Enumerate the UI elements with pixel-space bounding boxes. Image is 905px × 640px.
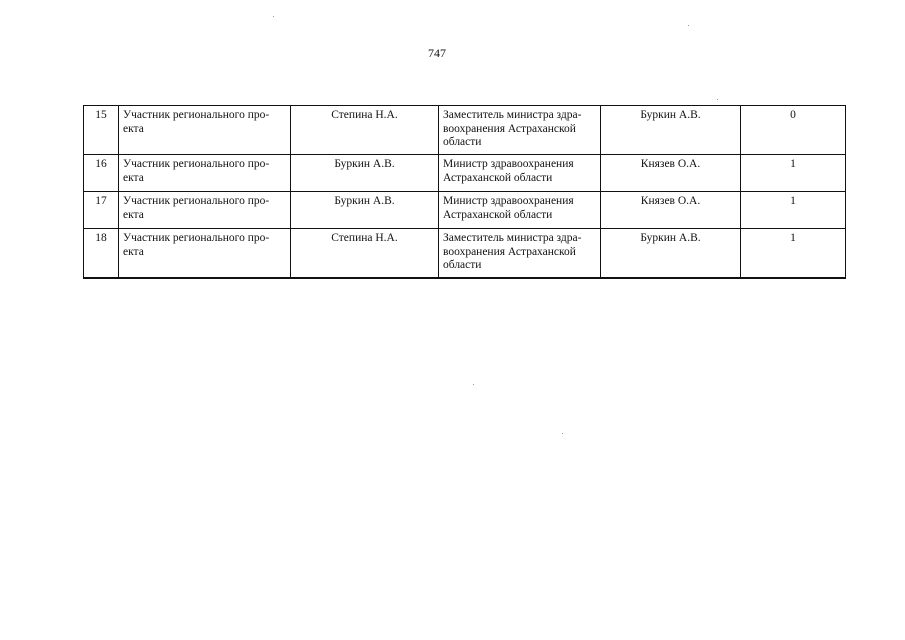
participant-name: Буркин А.В. (291, 155, 439, 192)
project-participants-table (83, 105, 846, 279)
participant-position: Заместитель министра здра- воохранения Астраханской области (439, 229, 601, 278)
table-row (84, 192, 846, 229)
scan-speck (562, 433, 563, 434)
participant-role: Участник регионального про- екта (119, 192, 291, 229)
supervisor-name: Князев О.А. (601, 155, 741, 192)
table-row (84, 106, 846, 155)
participant-name: Степина Н.А. (291, 106, 439, 155)
scan-speck (473, 384, 474, 385)
participant-position: Министр здравоохранения Астраханской области (439, 192, 601, 229)
participant-role: Участник регионального про- екта (119, 229, 291, 278)
participant-role: Участник регионального про- екта (119, 106, 291, 155)
scan-speck (688, 25, 689, 26)
scan-speck (273, 16, 274, 17)
page-number: 747 (428, 46, 446, 60)
participant-role: Участник регионального про- екта (119, 155, 291, 192)
participant-position: Заместитель министра здра- воохранения Астраханской области (439, 106, 601, 155)
row-number: 17 (84, 192, 119, 229)
row-number: 16 (84, 155, 119, 192)
supervisor-name: Князев О.А. (601, 192, 741, 229)
row-number: 15 (84, 106, 119, 155)
row-number: 18 (84, 229, 119, 278)
table-row (84, 155, 846, 192)
supervisor-name: Буркин А.В. (601, 106, 741, 155)
involvement-value: 1 (741, 155, 846, 192)
participant-name: Степина Н.А. (291, 229, 439, 278)
table-row (84, 229, 846, 278)
supervisor-name: Буркин А.В. (601, 229, 741, 278)
scan-speck (717, 99, 718, 100)
participant-position: Министр здравоохранения Астраханской области (439, 155, 601, 192)
participant-name: Буркин А.В. (291, 192, 439, 229)
involvement-value: 0 (741, 106, 846, 155)
involvement-value: 1 (741, 192, 846, 229)
involvement-value: 1 (741, 229, 846, 278)
